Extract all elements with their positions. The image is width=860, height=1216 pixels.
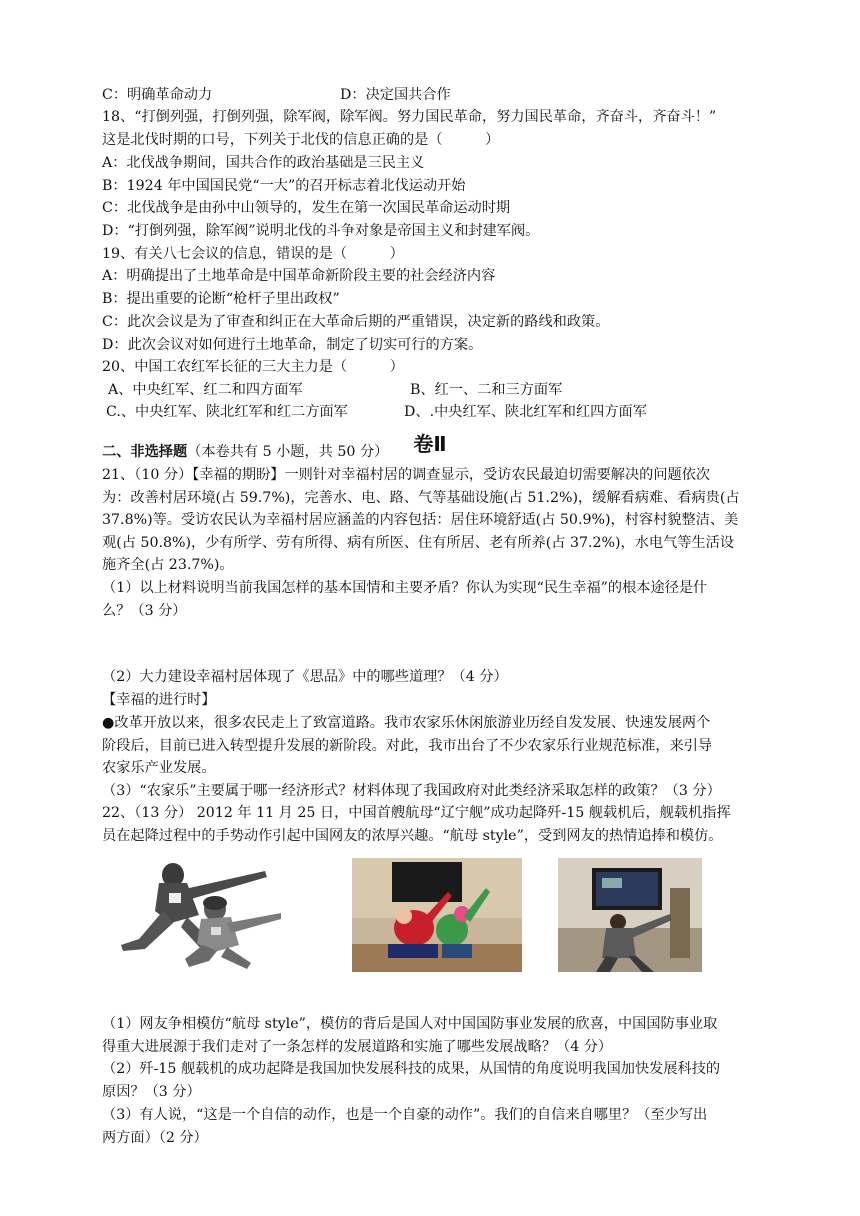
q21-paragraph-line2: 为：改善村居环境(占 59.7%)，完善水、电、路、气等基础设施(占 51.2%)，缓解看病难、看病贵(占	[102, 490, 740, 506]
q22-subquestion-3-line2: 两方面）（2 分）	[102, 1130, 208, 1146]
q21-paragraph-line5: 施齐全(占 23.7%)。	[102, 557, 234, 573]
q20-option-a: A、中央红军、红二和四方面军	[108, 382, 303, 398]
section-heading	[102, 443, 388, 461]
q17-option-d: D：决定国共合作	[340, 87, 451, 103]
cartoon-deck-officers-image	[115, 853, 295, 973]
q22-subquestion-1-line2: 得重大进展源于我们走对了一条怎样的发展道路和实施了哪些发展战略？（4 分）	[102, 1039, 613, 1055]
children-imitating-photo	[352, 858, 522, 972]
q19-option-b: B：提出重要的论断“枪杆子里出政权”	[102, 291, 340, 307]
q22-subquestion-3-line1: （3）有人说，“这是一个自信的动作，也是一个自豪的动作”。我们的自信来自哪里？（至少写出	[102, 1107, 708, 1123]
q22-subquestion-1-line1: （1）网友争相模仿“航母 style”，模仿的背后是国人对中国国防事业发展的欣喜，中国国防事业取	[102, 1016, 718, 1032]
section-title: 卷Ⅱ	[413, 432, 447, 456]
q21-material-line1: ●改革开放以来，很多农民走上了致富道路。我市农家乐休闲旅游业历经自发发展、快速发展两个	[102, 715, 711, 731]
q18-option-b: B：1924 年中国国民党“一大”的召开标志着北伐运动开始	[102, 178, 466, 194]
q21-subquestion-1-line1: （1）以上材料说明当前我国怎样的基本国情和主要矛盾？你认为实现“民生幸福”的根本途径是什	[102, 580, 708, 596]
q18-option-d: D：“打倒列强，除军阀”说明北伐的斗争对象是帝国主义和封建军阀。	[102, 223, 540, 239]
q22-subquestion-2-line2: 原因？（3 分）	[102, 1084, 201, 1100]
q22-subquestion-2-line1: （2）歼-15 舰载机的成功起降是我国加快发展科技的成果，从国情的角度说明我国加快发展科技的	[102, 1061, 721, 1077]
q20-option-b: B、红一、二和三方面军	[410, 382, 563, 398]
q19-option-a: A：明确提出了土地革命是中国革命新阶段主要的社会经济内容	[102, 268, 496, 284]
q18-option-c: C：北伐战争是由孙中山领导的，发生在第一次国民革命运动时期	[102, 200, 511, 216]
q20-option-d: D、.中央红军、陕北红军和红四方面军	[404, 404, 647, 420]
q17-option-c: C：明确革命动力	[102, 87, 213, 103]
q20-stem: 20、中国工农红军长征的三大主力是（ ）	[102, 359, 404, 375]
q18-stem-line1: 18、“打倒列强，打倒列强，除军阀，除军阀。努力国民革命，努力国民革命，齐奋斗，齐奋斗！”	[102, 109, 717, 125]
q19-stem: 19、有关八七会议的信息，错误的是（ ）	[102, 246, 404, 262]
q18-option-a: A：北伐战争期间，国共合作的政治基础是三民主义	[102, 155, 425, 171]
q21-subquestion-1-line2: 么？（3 分）	[102, 603, 187, 619]
man-imitating-tv-photo	[558, 858, 702, 972]
q22-paragraph-line2: 员在起降过程中的手势动作引起中国网友的浓厚兴趣。“航母 style”，受到网友的热情追捧和模仿。	[102, 828, 723, 844]
q19-option-d: D：此次会议对如何进行土地革命，制定了切实可行的方案。	[102, 337, 483, 353]
q21-material-line2: 阶段后，目前已进入转型提升发展的新阶段。对此，我市出台了不少农家乐行业规范标准，来引导	[102, 738, 713, 754]
q21-paragraph-line4: 观(占 50.8%)，少有所学、劳有所得、病有所医、住有所居、老有所养(占 37.2%)，水电气等生活设	[102, 535, 735, 551]
q21-paragraph-line1: 21、（10 分）【幸福的期盼】一则针对幸福村居的调查显示，受访农民最迫切需要解决的问题依次	[102, 467, 711, 483]
q19-option-c: C：此次会议是为了审查和纠正在大革命后期的严重错误，决定新的路线和政策。	[102, 314, 610, 330]
q21-material-label: 【幸福的进行时】	[102, 692, 216, 708]
q18-stem-line2: 这是北伐时期的口号，下列关于北伐的信息正确的是（ ）	[102, 132, 500, 148]
q20-option-c: C.、中央红军、陕北红军和红二方面军	[106, 404, 348, 420]
q21-paragraph-line3: 37.8%)等。受访农民认为幸福村居应涵盖的内容包括：居住环境舒适(占 50.9%)，村容村貌整洁、美	[102, 512, 739, 528]
q22-paragraph-line1: 22、（13 分） 2012 年 11 月 25 日，中国首艘航母“辽宁舰”成功起降歼-15 舰载机后，舰载机指挥	[102, 805, 731, 821]
q21-material-line3: 农家乐产业发展。	[102, 760, 216, 776]
section-heading-note: （本卷共有 5 小题，共 50 分）	[187, 444, 389, 460]
q21-subquestion-3: （3）“农家乐”主要属于哪一经济形式？材料体现了我国政府对此类经济采取怎样的政策？（3 分）	[102, 783, 721, 799]
section-heading-bold: 二、非选择题	[102, 444, 188, 460]
q21-subquestion-2: （2）大力建设幸福村居体现了《思品》中的哪些道理？（4 分）	[102, 669, 508, 685]
